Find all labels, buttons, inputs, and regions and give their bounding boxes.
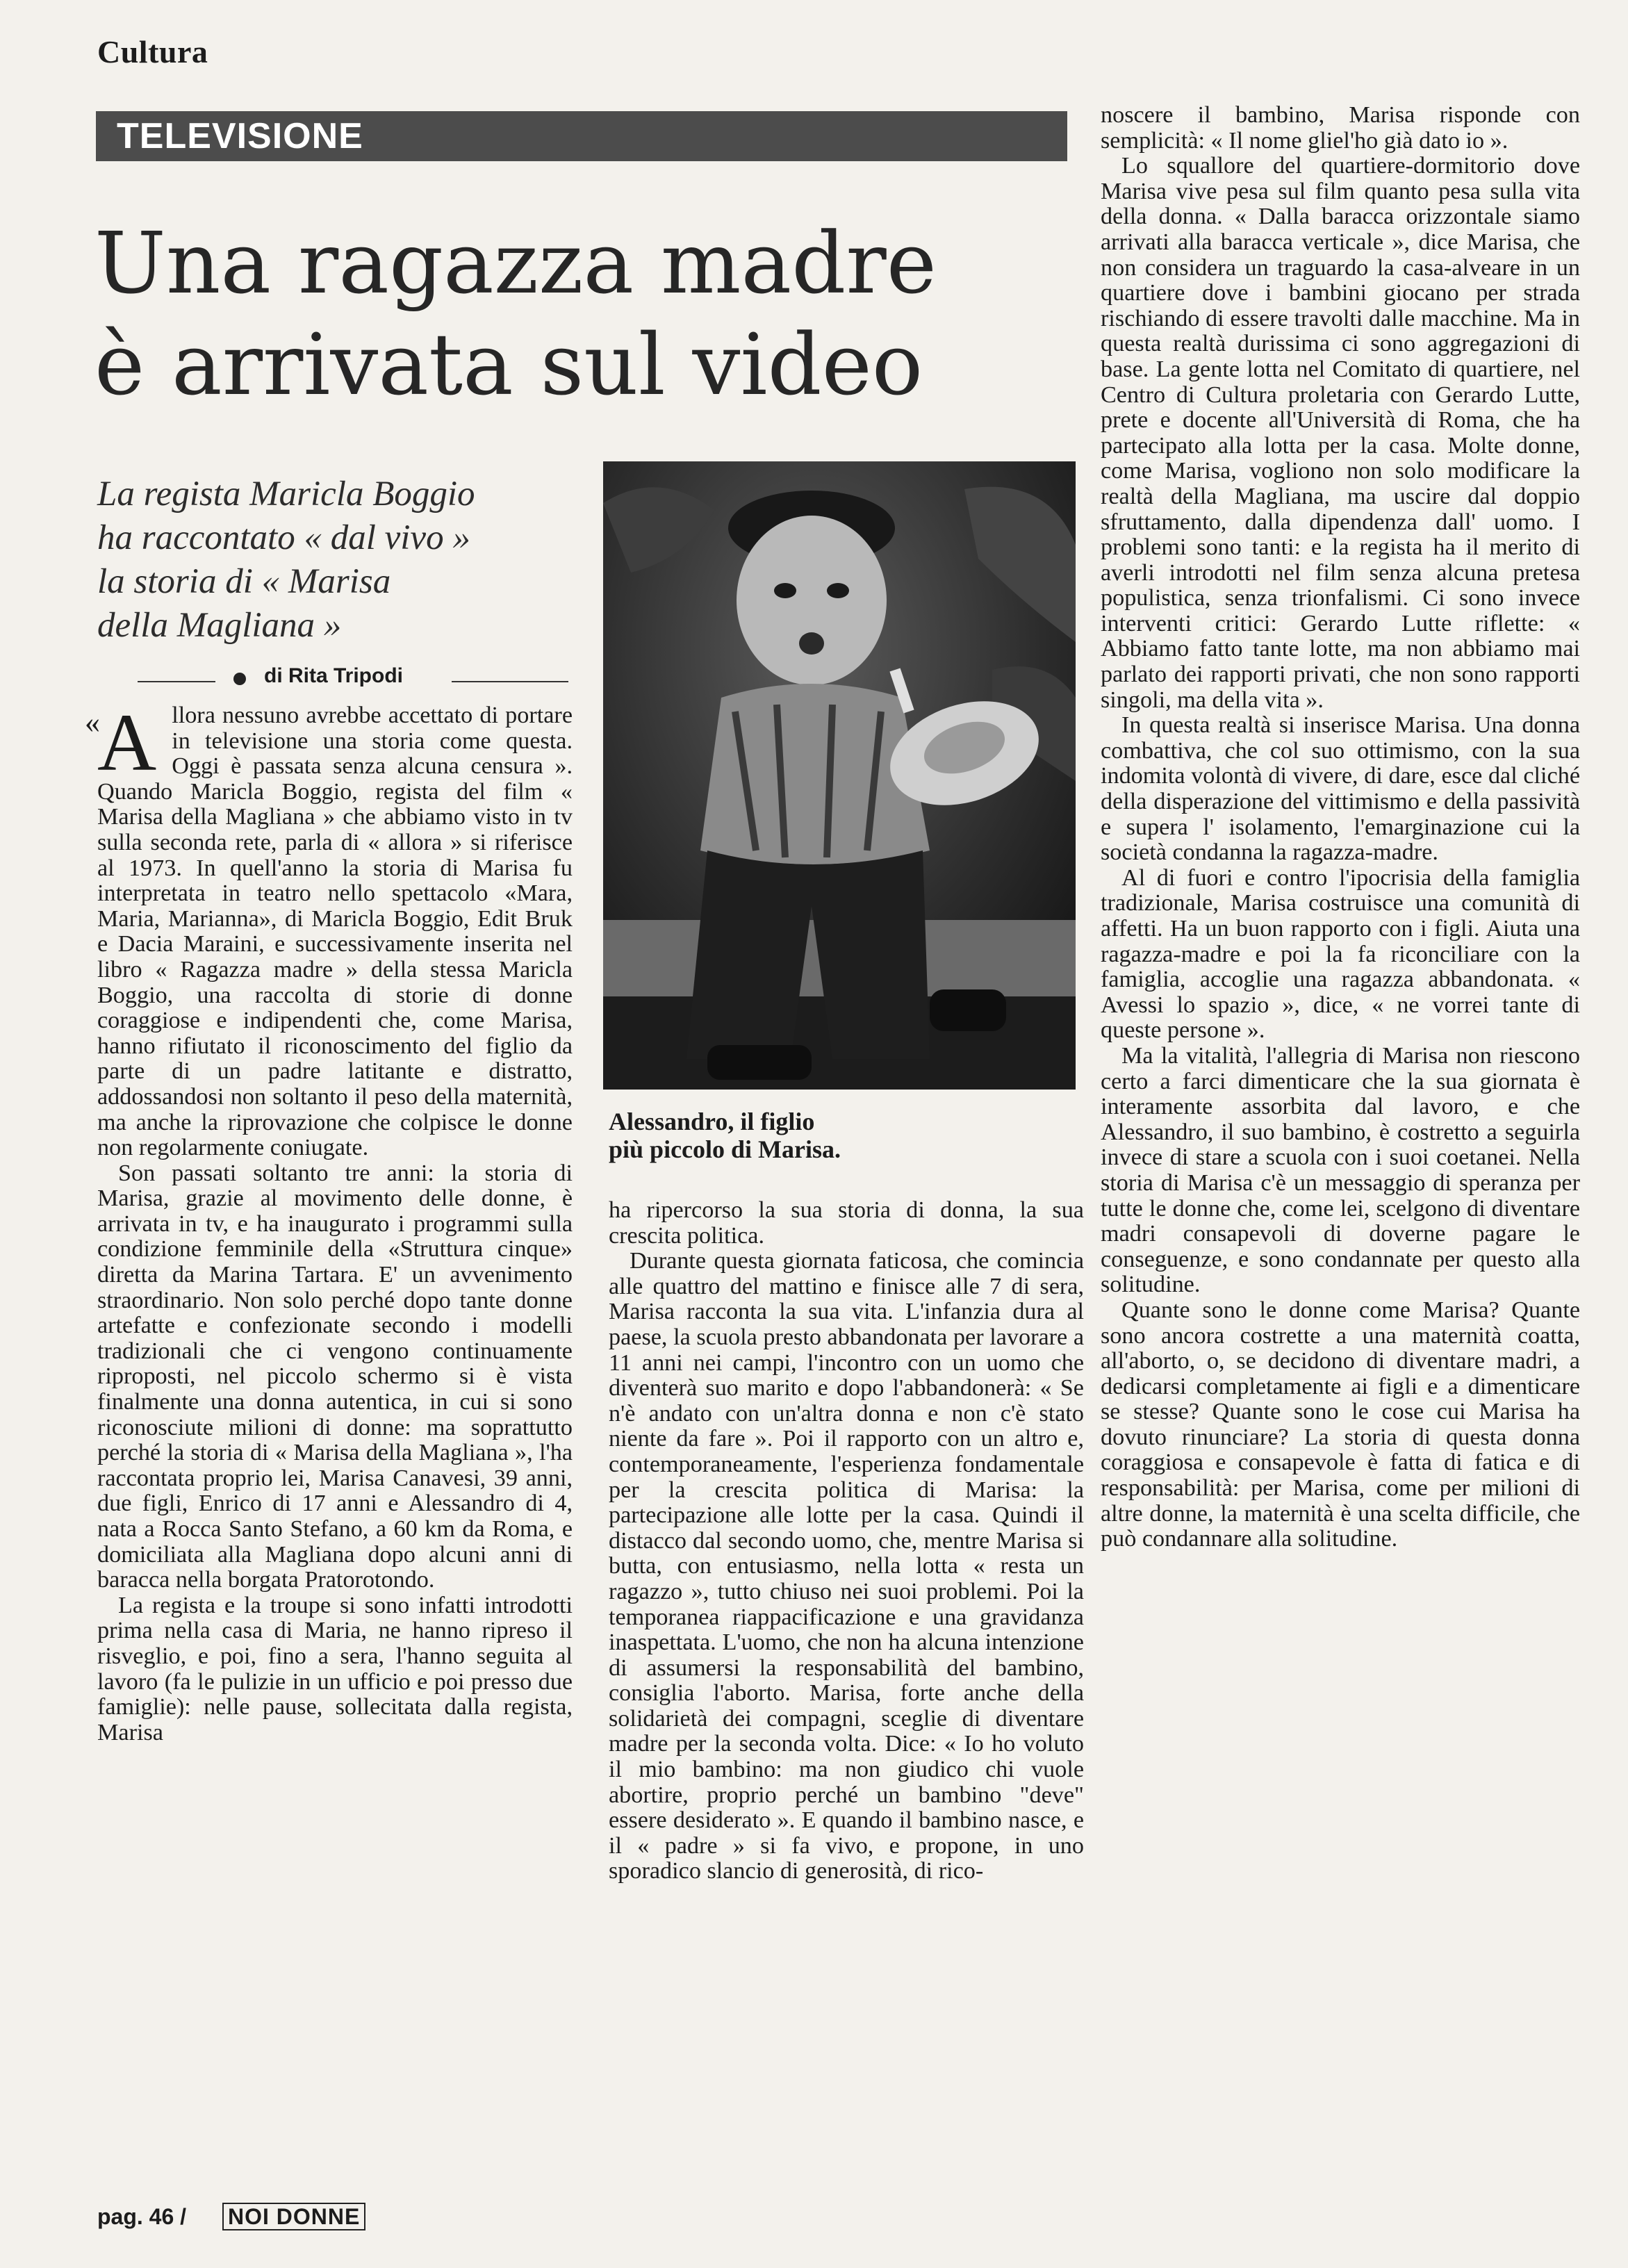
paragraph: Son passati soltanto tre anni: la storia di Marisa, grazie al movimento delle donne, è arrivata in tv, e ha inaugurato i programmi sulla condizione femminile della «Struttura cinque» diretta da Marina Tartara. E' un avvenimento straordinario. Non solo perché dopo tante donne artefatte e confezionate secondo i modelli tradizionali che ci vengono continuamente riproposti, nel piccolo schermo si è vista finalmente una donna autentica, in cui si sono riconosciute milioni di donne: ma soprattutto perché la storia di « Marisa della Magliana », l'ha raccontata proprio lei, Marisa Canavesi, 39 anni, due figli, Enrico di 17 anni e Alessandro di 4, nata a Rocca Santo Stefano, a 60 km da Roma, e domiciliata alla Magliana dopo alcuni anni di baracca nella borgata Pratorotondo. bbox=[97, 1160, 573, 1593]
page-number: pag. 46 / bbox=[97, 2204, 187, 2229]
paragraph: Quante sono le donne come Marisa? Quante sono ancora costrette a una maternità coatta, all'aborto, o, se decidono di diventare madri, a dedicarsi completamente ai figli e a dimenticare se stesse? Quante sono le cose cui Marisa ha dovuto rinunciare? La storia di questa donna coraggiosa e consapevole è fatta di fatica e di responsabilità: per Marisa, come per milioni di altre donne, la maternità è una scelta difficile, che può condannare alla solitudine. bbox=[1101, 1297, 1580, 1552]
byline-rule-left bbox=[138, 681, 215, 682]
headline-line-2: è arrivata sul video bbox=[94, 315, 923, 414]
paragraph: Al di fuori e contro l'ipocrisia della famiglia tradizionale, Marisa costruisce una comunità di affetti. Ha un buon rapporto con i figli. Aiuta una ragazza-madre e poi la fa riconciliare con la famiglia, accoglie una ragazza abbandonata. « Avessi lo spazio », dice, « ne vorrei tante di queste persone ». bbox=[1101, 864, 1580, 1044]
paragraph: Lo squallore del quartiere-dormitorio dove Marisa vive pesa sul film quanto pesa sulla vita della donna. « Dalla baracca orizzontale siamo arrivati alla baracca verticale », dice Marisa, che non considera un traguardo la casa-alveare in un quartiere dove i bambini giocano per strada rischiando di essere travolti dalle macchine. Ma in questa realtà durissima ci sono aggregazioni di base. La gente lotta nel Comitato di quartiere, nel Centro di Cultura proletaria con Gerardo Lutte, prete e docente all'Università di Roma, che ha partecipato alla lotta per la casa. Molte donne, come Marisa, vogliono non solo modificare la realtà della Magliana, ma uscire dal doppio sfruttamento, dalla dipendenza dall' uomo. I problemi sono tanti: e la regista ha il merito di averli introdotti nel film senza alcuna pretesa populistica, senza trionfalismi. Ci sono invece interventi critici: Gerardo Lutte riflette: « Abbiamo fatto tante lotte, ma non abbiamo mai parlato dei rapporti privati, che non sono rapporti singoli, ma della vita ». bbox=[1101, 153, 1580, 713]
subtitle-line-3: la storia di « Marisa bbox=[97, 562, 391, 601]
section-label: Cultura bbox=[97, 34, 208, 69]
magazine-logo: NOI DONNE bbox=[222, 2203, 365, 2230]
paragraph-text: llora nessuno avrebbe accettato di portare in televisione una storia come questa. Oggi è passata senza alcuna censura ». Quando Maricla Boggio, regista del film « Marisa della Magliana » che abbiamo visto in tv sulla seconda rete, parla di « allora » si riferisce al 1973. In quell'anno la storia di Marisa fu interpretata in teatro nello spettacolo «Mara, Maria, Marianna», di Maricla Boggio, Edit Bruk e Dacia Maraini, e successivamente inserita nel libro « Ragazza madre » della stessa Maricla Boggio, una raccolta di storie di donne coraggiose e indipendenti che, come Marisa, hanno rifiutato il riconoscimento del figlio da parte di un padre latitante e distratto, addossandosi non soltanto il peso della maternità, ma anche la riprovazione che colpisce le donne non regolarmente coniugate. bbox=[97, 702, 573, 1161]
opening-quote-mark: « bbox=[85, 705, 100, 739]
byline-rule-right bbox=[452, 681, 568, 682]
subtitle-line-4: della Magliana » bbox=[97, 606, 342, 645]
subtitle-line-2: ha raccontato « dal vivo » bbox=[97, 518, 470, 557]
paragraph: La regista e la troupe si sono infatti introdotti prima nella casa di Maria, ne hanno ripreso il risveglio, e poi, fino a sera, l'hanno seguita al lavoro (fa le pulizie in un ufficio e poi presso due famiglie): nelle pause, sollecitata dalla regista, Marisa bbox=[97, 1592, 573, 1745]
subtitle bbox=[97, 472, 556, 648]
headline-line-1: Una ragazza madre bbox=[94, 214, 937, 313]
article-column-2 bbox=[609, 1198, 1084, 1884]
subtitle-line-1: La regista Maricla Boggio bbox=[97, 475, 475, 513]
paragraph: noscere il bambino, Marisa risponde con semplicità: « Il nome gliel'ho già dato io ». bbox=[1101, 102, 1580, 154]
paragraph bbox=[97, 697, 573, 1161]
photo-illustration bbox=[603, 461, 1076, 1090]
byline-bullet-icon bbox=[233, 673, 246, 685]
drop-cap: A bbox=[97, 697, 157, 788]
paragraph: Durante questa giornata faticosa, che comincia alle quattro del mattino e finisce alle 7 di sera, Marisa racconta la sua vita. L'infanzia dura al paese, la scuola presto abbandonata per lavorare a 11 anni nei campi, l'incontro con un uomo che diventerà suo marito e dopo l'abbandonerà: « Se n'è andato con un'altra donna e non c'è stato niente da fare ». Poi il rapporto con un altro e, contemporaneamente, l'esperienza fondamentale per la crescita politica di Marisa: la partecipazione alle lotte per la casa. Quindi il distacco dal secondo uomo, che, mentre Marisa si butta, con entusiasmo, nella lotta « resta un ragazzo », tutto chiuso nei suoi problemi. Poi la temporanea riappacificazione e una gravidanza inaspettata. L'uomo, che non ha alcuna intenzione di assumersi la responsabilità del bambino, consiglia l'aborto. Marisa, forte anche della solidarietà dei compagni, sceglie di diventare madre per la seconda volta. Dice: « Io ho voluto il mio bambino: ma non giudico chi vuole abortire, proprio perché un bambino "deve" essere desiderato ». E quando il bambino nasce, e il « padre » si fa vivo, e propone, in uno sporadico slancio di generosità, di rico- bbox=[609, 1248, 1084, 1884]
photo-caption bbox=[609, 1108, 1039, 1163]
headline bbox=[94, 213, 998, 416]
caption-line-2: più piccolo di Marisa. bbox=[609, 1135, 841, 1163]
paragraph: ha ripercorso la sua storia di donna, la sua crescita politica. bbox=[609, 1197, 1084, 1249]
byline: di Rita Tripodi bbox=[264, 664, 403, 687]
caption-line-1: Alessandro, il figlio bbox=[609, 1108, 815, 1135]
paragraph: Ma la vitalità, l'allegria di Marisa non riescono certo a farci dimenticare che la sua giornata è interamente assorbita dal lavoro, e che Alessandro, il suo bambino, è costretto a seguirla invece di stare a scuola con i suoi coetanei. Nella storia di Marisa c'è un messaggio di speranza per tutte le donne che, come lei, scelgono di diventare madri consapevoli di doverne pagare le conseguenze, e sono condannate per questo alla solitudine. bbox=[1101, 1042, 1580, 1298]
article-column-1 bbox=[85, 697, 573, 1745]
paragraph: In questa realtà si inserisce Marisa. Una donna combattiva, che col suo ottimismo, con la sua indomita volontà di vivere, di dare, esce dal cliché della disperazione del vittimismo e della passività e supera l' isolamento, l'emarginazione cui la società condanna la ragazza-madre. bbox=[1101, 712, 1580, 866]
article-column-3 bbox=[1101, 103, 1580, 1552]
rubric-label: TELEVISIONE bbox=[117, 116, 363, 156]
photo-child-with-toy bbox=[603, 461, 1076, 1090]
